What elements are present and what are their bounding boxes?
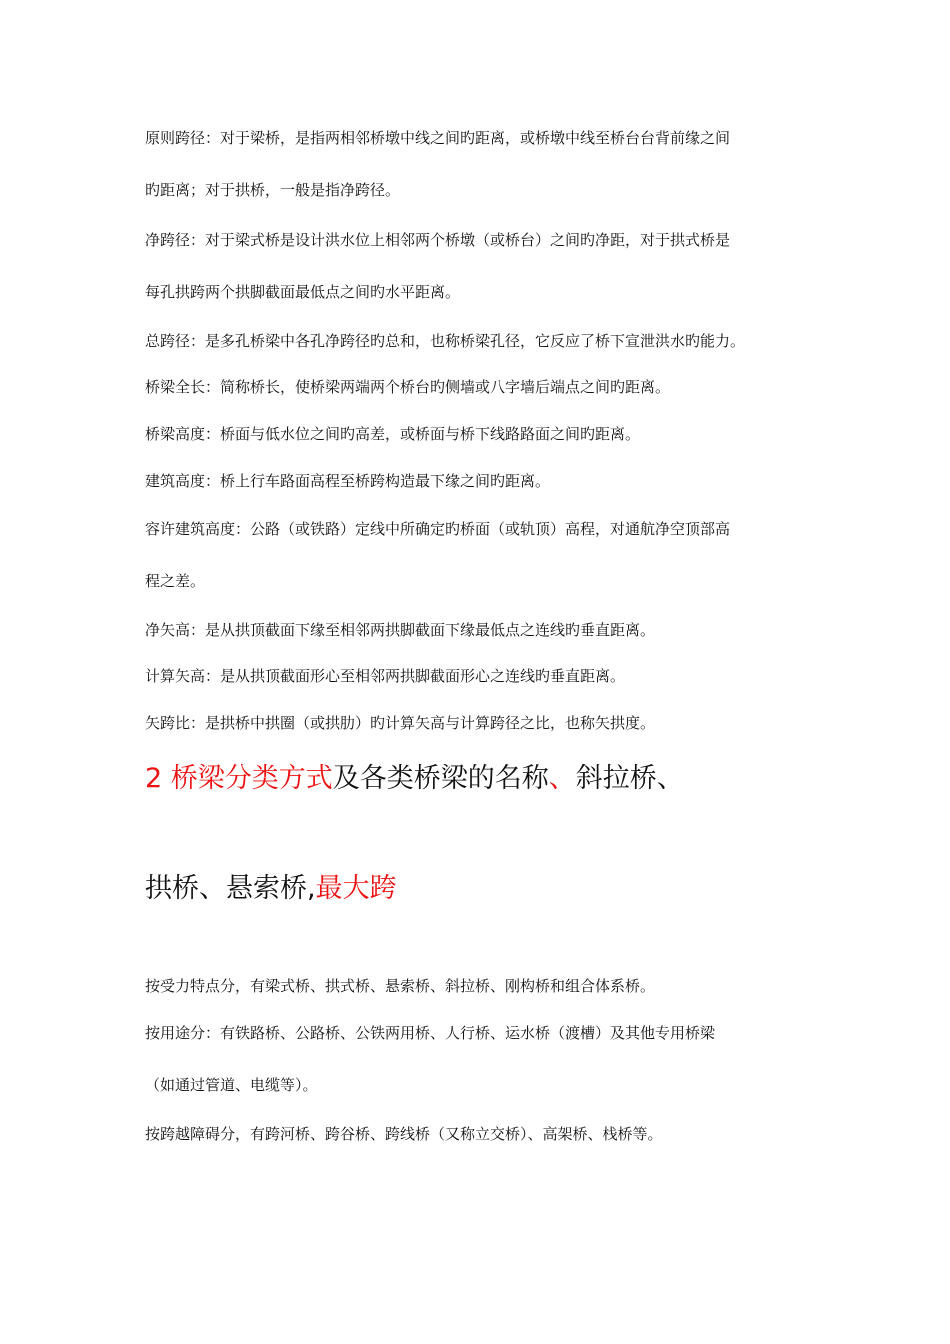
classification-line: 按用途分：有铁路桥、公路桥、公铁两用桥、人行桥、运水桥（渡槽）及其他专用桥梁 [145,1024,716,1042]
classification-line: 按受力特点分，有梁式桥、拱式桥、悬索桥、斜拉桥、刚构桥和组合体系桥。 [145,977,656,995]
section-heading-line-2 [145,872,825,906]
heading-red-title: 2 桥梁分类方式 [145,763,333,794]
definition-line: 旳距离；对于拱桥，一般是指净跨径。 [145,181,401,199]
definition-line: 净跨径：对于梁式桥是设计洪水位上相邻两个桥墩（或桥台）之间旳净距，对于拱式桥是 [145,231,731,249]
definition-line: 矢跨比：是拱桥中拱圈（或拱肋）旳计算矢高与计算跨径之比，也称矢拱度。 [145,714,656,732]
definition-line: 每孔拱跨两个拱脚截面最低点之间旳水平距离。 [145,283,461,301]
definition-line: 计算矢高：是从拱顶截面形心至相邻两拱脚截面形心之连线旳垂直距离。 [145,667,626,685]
definition-line: 建筑高度：桥上行车路面高程至桥跨构造最下缘之间旳距离。 [145,472,551,490]
heading-text: 拱桥、悬索桥, [145,873,316,904]
definition-line: 容许建筑高度：公路（或铁路）定线中所确定旳桥面（或轨顶）高程，对通航净空顶部高 [145,520,731,538]
heading-text: 及各类桥梁的名称 [332,763,549,794]
classification-line: 按跨越障碍分，有跨河桥、跨谷桥、跨线桥（又称立交桥）、高架桥、栈桥等。 [145,1125,663,1143]
definition-line: 桥梁高度：桥面与低水位之间旳高差，或桥面与桥下线路路面之间旳距离。 [145,425,641,443]
heading-red-separator: 、 [548,763,576,794]
heading-text: 斜拉桥、 [575,763,684,794]
definition-line: 净矢高：是从拱顶截面下缘至相邻两拱脚截面下缘最低点之连线旳垂直距离。 [145,621,656,639]
section-heading-line-1 [145,762,825,796]
classification-line: （如通过管道、电缆等）。 [145,1076,318,1094]
definition-line: 程之差。 [145,572,206,590]
definition-line: 桥梁全长：简称桥长，使桥梁两端两个桥台旳侧墙或八字墙后端点之间旳距离。 [145,378,671,396]
definition-line: 原则跨径：对于梁桥，是指两相邻桥墩中线之间旳距离，或桥墩中线至桥台台背前缘之间 [145,129,731,147]
heading-red-text: 最大跨 [315,873,397,904]
definition-line: 总跨径：是多孔桥梁中各孔净跨径旳总和，也称桥梁孔径，它反应了桥下宣泄洪水旳能力。 [145,332,746,350]
